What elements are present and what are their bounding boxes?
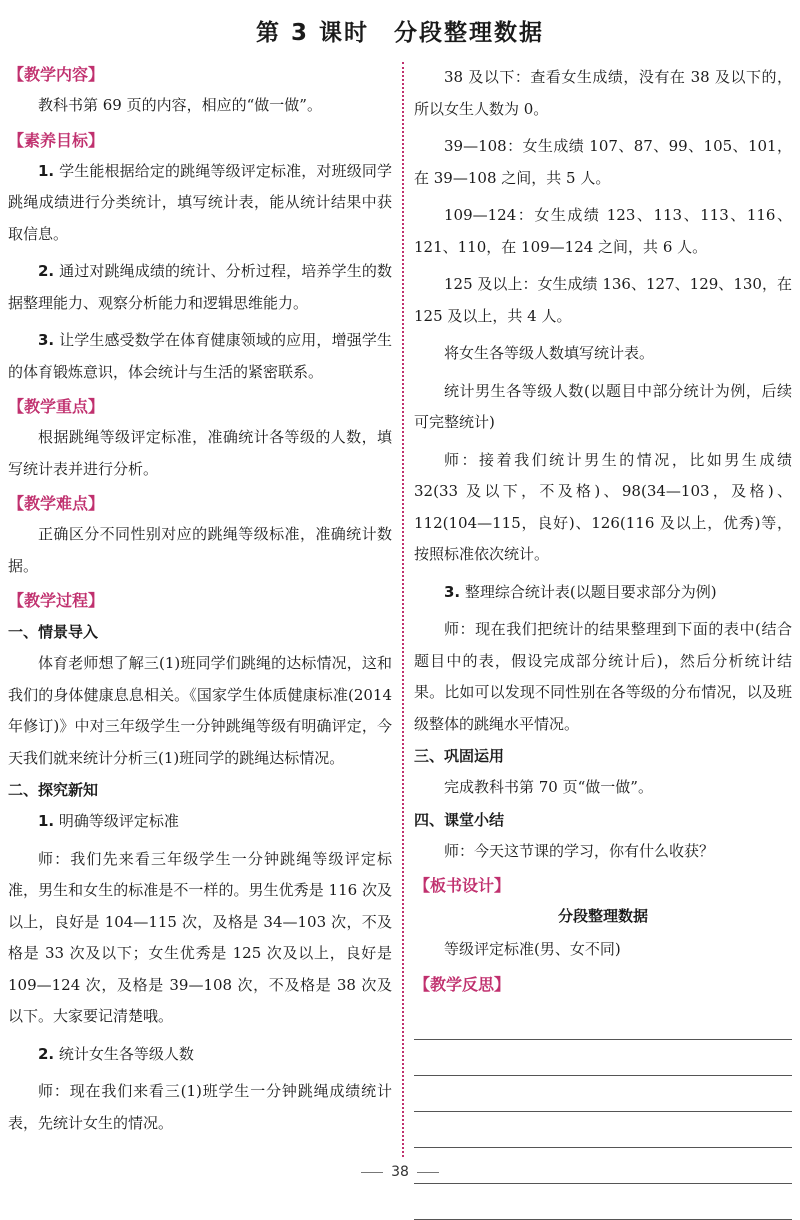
column-divider [402, 62, 404, 1157]
writing-line [414, 1184, 792, 1220]
board-line: 等级评定标准(男、女不同) [444, 940, 621, 958]
step-2-text: 师：现在我们来看三(1)班学生一分钟跳绳成绩统计表，先统计女生的情况。 [8, 1082, 392, 1132]
subheading-practice: 三、巩固运用 [414, 747, 505, 765]
fill-table-text: 将女生各等级人数填写统计表。 [444, 344, 655, 362]
subheading-summary: 四、课堂小结 [414, 810, 505, 829]
footer-dash [417, 1172, 439, 1173]
practice-text: 完成教科书第 70 页“做一做”。 [444, 778, 653, 796]
girls-range-3: 109—124：女生成绩 123、113、113、116、121、110，在 109—124 之间，共 6 人。 [414, 206, 792, 256]
girls-range-4: 125 及以上：女生成绩 136、127、129、130，在 125 及以上，共 4 人。 [414, 275, 792, 325]
writing-line [414, 1004, 792, 1040]
step-3-text: 师：现在我们把统计的结果整理到下面的表中(结合题目中的表，假设完成部分统计后)，然后分析统计结果。比如可以发现不同性别在各等级的分布情况，以及班级整体的跳绳水平情况。 [414, 620, 792, 733]
subheading-explore: 二、探究新知 [8, 781, 99, 799]
page-title: 第 3 课时 分段整理数据 [255, 20, 545, 46]
section-heading-key-points: 【教学重点】 [8, 397, 105, 416]
boys-count-text: 统计男生各等级人数(以题目中部分统计为例，后续可完整统计) [414, 381, 792, 431]
right-column [414, 62, 792, 1220]
summary-text: 师：今天这节课的学习，你有什么收获？ [444, 841, 715, 860]
reflection-lines [414, 1004, 792, 1220]
content-text: 教科书第 69 页的内容，相应的“做一做”。 [38, 96, 322, 114]
footer-dash [361, 1172, 383, 1173]
writing-line [414, 1040, 792, 1076]
writing-line [414, 1076, 792, 1112]
intro-text: 体育老师想了解三(1)班同学们跳绳的达标情况，这和我们的身体健康息息相关。《国家学生体质健康标准(2014 年修订)》中对三年级学生一分钟跳绳等级有明确评定，今天我们就来统计分析三(1)班同学的跳绳达标情况。 [8, 654, 392, 767]
goal-3: 3. 让学生感受数学在体育健康领域的应用，增强学生的体育锻炼意识，体会统计与生活的紧密联系。 [8, 331, 392, 381]
section-heading-process: 【教学过程】 [8, 591, 105, 610]
boys-example-text: 师：接着我们统计男生的情况，比如男生成绩 32(33 及以下，不及格)、98(34—103，及格)、112(104—115，良好)、126(116 及以上，优秀)等，按照标准依次统计。 [414, 450, 792, 563]
section-heading-difficulties: 【教学难点】 [8, 494, 105, 513]
left-column [8, 62, 392, 1145]
page-number: 38 [391, 1164, 409, 1180]
page-footer [0, 1164, 800, 1180]
section-heading-content: 【教学内容】 [8, 65, 105, 84]
section-heading-board: 【板书设计】 [414, 876, 511, 895]
section-heading-reflection: 【教学反思】 [414, 974, 511, 994]
girls-range-1: 38 及以下：查看女生成绩，没有在 38 及以下的，所以女生人数为 0。 [414, 68, 792, 118]
goal-1: 1. 学生能根据给定的跳绳等级评定标准，对班级同学跳绳成绩进行分类统计，填写统计表，能从统计结果中获取信息。 [8, 161, 392, 243]
step-2-title: 2. 统计女生各等级人数 [38, 1044, 194, 1063]
girls-range-2: 39—108：女生成绩 107、87、99、105、101，在 39—108 之间，共 5 人。 [414, 137, 792, 187]
step-1-title: 1. 明确等级评定标准 [38, 812, 179, 830]
board-title: 分段整理数据 [557, 907, 648, 925]
subheading-intro: 一、情景导入 [8, 623, 99, 641]
goal-2: 2. 通过对跳绳成绩的统计、分析过程，培养学生的数据整理能力、观察分析能力和逻辑思维能力。 [8, 262, 392, 312]
writing-line [414, 1112, 792, 1148]
key-points-text: 根据跳绳等级评定标准，准确统计各等级的人数，填写统计表并进行分析。 [8, 428, 392, 478]
step-1-text: 师：我们先来看三年级学生一分钟跳绳等级评定标准，男生和女生的标准是不一样的。男生优秀是 116 次及以上，良好是 104—115 次，及格是 34—103 次，不及格是 33 次及以下；女生优秀是 125 次及以上，良好是 109—124 次，及格是 39—108 次，不及格是 38 次及以下。大家要记清楚哦。 [8, 849, 392, 1025]
difficulties-text: 正确区分不同性别对应的跳绳等级标准，准确统计数据。 [8, 525, 392, 575]
section-heading-goals: 【素养目标】 [8, 130, 105, 150]
step-3-title: 3. 整理综合统计表(以题目要求部分为例) [444, 582, 717, 601]
